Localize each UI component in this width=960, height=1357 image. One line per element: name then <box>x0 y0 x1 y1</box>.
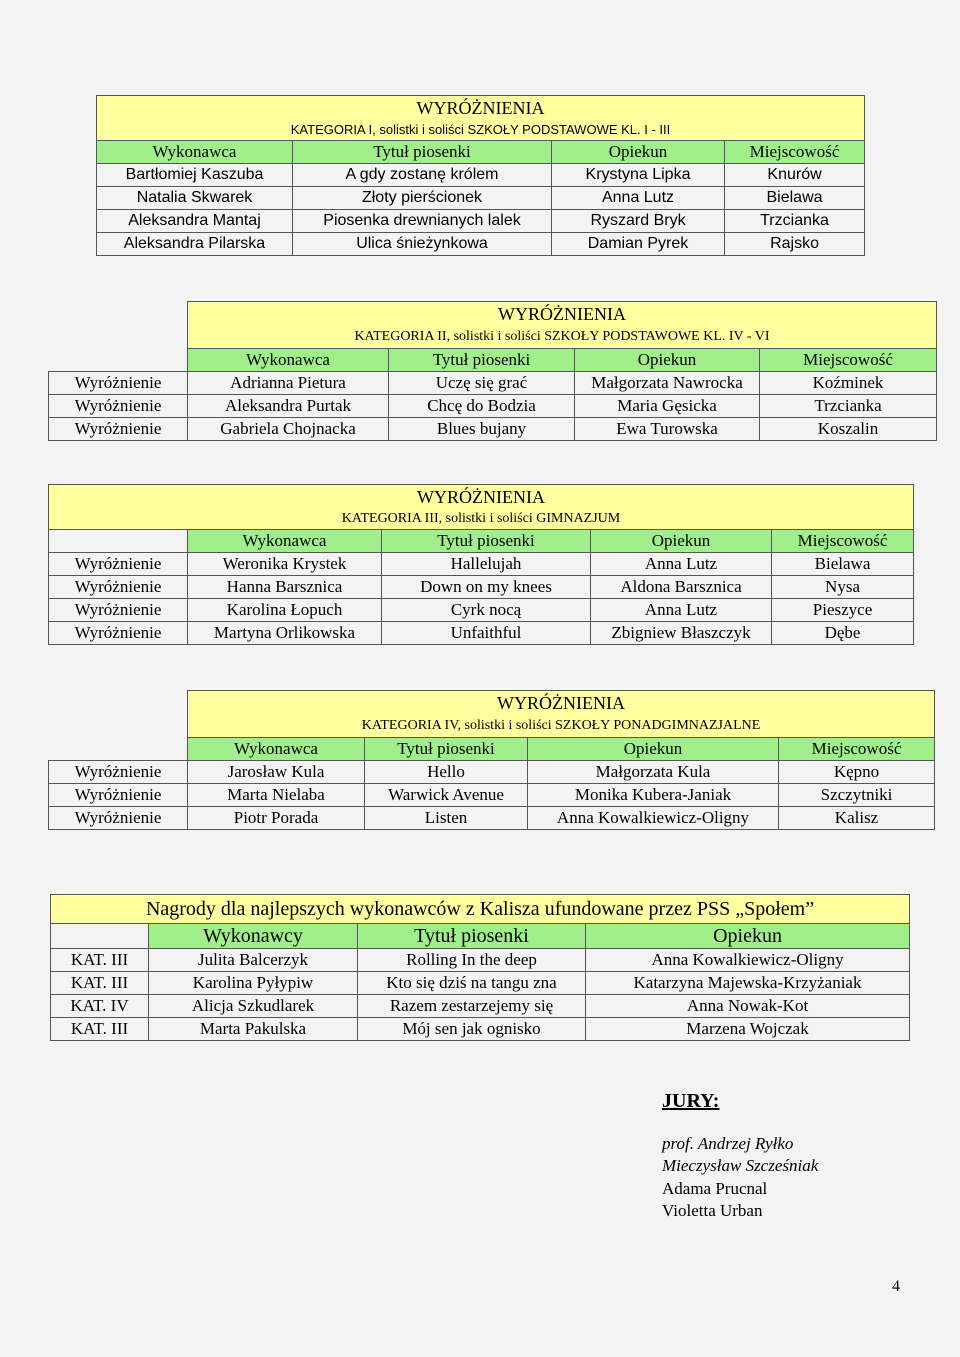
table-cell: Rolling In the deep <box>358 949 586 972</box>
header-cell: Wykonawca <box>188 737 365 760</box>
table-cell: Warwick Avenue <box>365 783 528 806</box>
category-label: KATEGORIA II, solistki i soliści SZKOŁY PODSTAWOWE KL. IV - VI <box>188 326 937 348</box>
table-row <box>49 553 914 576</box>
jury-member: prof. Andrzej Ryłko <box>662 1133 794 1153</box>
table-cell: Anna Lutz <box>552 187 725 210</box>
table-cell: Dębe <box>772 622 914 645</box>
table-cell: Kępno <box>779 760 935 783</box>
jury-title: JURY: <box>662 1090 720 1112</box>
table-row <box>49 417 937 440</box>
table-cell: Krystyna Lipka <box>552 164 725 187</box>
table-cell: Unfaithful <box>382 622 591 645</box>
table-row <box>49 760 935 783</box>
table-cell: Anna Kowalkiewicz-Oligny <box>586 949 910 972</box>
header-cell: Opiekun <box>575 348 760 371</box>
table-row <box>49 806 935 829</box>
table-cell: Koźminek <box>760 371 937 394</box>
table-cell: Blues bujany <box>389 417 575 440</box>
table-cell: Koszalin <box>760 417 937 440</box>
table-cell: Trzcianka <box>725 210 865 233</box>
table-cell: Jarosław Kula <box>188 760 365 783</box>
table-row <box>51 949 910 972</box>
table-row <box>51 1018 910 1041</box>
header-cell: Wykonawca <box>97 141 293 164</box>
table-cell: Hello <box>365 760 528 783</box>
header-cell: Tytuł piosenki <box>365 737 528 760</box>
page-number: 4 <box>892 1278 900 1295</box>
header-cell: Miejscowość <box>725 141 865 164</box>
table-cell: Marta Nielaba <box>188 783 365 806</box>
table-cell: Wyróżnienie <box>49 783 188 806</box>
table-cell: Aldona Barsznica <box>591 576 772 599</box>
table-row <box>49 599 914 622</box>
table-cell: Ryszard Bryk <box>552 210 725 233</box>
table-cell: Wyróżnienie <box>49 417 188 440</box>
header-cell: Tytuł piosenki <box>382 530 591 553</box>
table-cell: Kto się dziś na tangu zna <box>358 972 586 995</box>
table-cell: Piotr Porada <box>188 806 365 829</box>
table-cell: Trzcianka <box>760 394 937 417</box>
table-cell: Monika Kubera-Janiak <box>528 783 779 806</box>
table-cell: Ulica śnieżynkowa <box>293 233 552 256</box>
header-cell: Wykonawca <box>188 530 382 553</box>
table-cell: Anna Lutz <box>591 599 772 622</box>
header-cell: Tytuł piosenki <box>389 348 575 371</box>
table-cell: Cyrk nocą <box>382 599 591 622</box>
table-cell: Anna Nowak-Kot <box>586 995 910 1018</box>
table-cell: Anna Lutz <box>591 553 772 576</box>
category-2-table <box>48 301 937 441</box>
table-row <box>49 783 935 806</box>
table-cell: Adrianna Pietura <box>188 371 389 394</box>
category-label: KATEGORIA IV, solistki i soliści SZKOŁY PONADGIMNAZJALNE <box>188 715 935 737</box>
header-cell: Wykonawcy <box>149 924 358 949</box>
table-row <box>97 233 865 256</box>
table-cell: Wyróżnienie <box>49 553 188 576</box>
table-cell: Chcę do Bodzia <box>389 394 575 417</box>
table-cell: Bartłomiej Kaszuba <box>97 164 293 187</box>
table-row <box>49 576 914 599</box>
table-cell: Wyróżnienie <box>49 622 188 645</box>
header-cell: Opiekun <box>586 924 910 949</box>
header-cell: Wykonawca <box>188 348 389 371</box>
table-cell: Małgorzata Nawrocka <box>575 371 760 394</box>
jury-member: Mieczysław Szcześniak <box>662 1156 819 1175</box>
table-cell: Martyna Orlikowska <box>188 622 382 645</box>
awards-table <box>50 894 910 1041</box>
table-cell: Katarzyna Majewska-Krzyżaniak <box>586 972 910 995</box>
table-cell: Hallelujah <box>382 553 591 576</box>
table-cell: Anna Kowalkiewicz-Oligny <box>528 806 779 829</box>
table-cell: KAT. III <box>51 972 149 995</box>
header-cell: Miejscowość <box>779 737 935 760</box>
table-cell: Marta Pakulska <box>149 1018 358 1041</box>
header-cell: Miejscowość <box>760 348 937 371</box>
table-cell: Nysa <box>772 576 914 599</box>
table-cell: Wyróżnienie <box>49 599 188 622</box>
table-cell: Alicja Szkudlarek <box>149 995 358 1018</box>
table-cell: Hanna Barsznica <box>188 576 382 599</box>
table-cell: Wyróżnienie <box>49 806 188 829</box>
table-cell: Mój sen jak ognisko <box>358 1018 586 1041</box>
table-cell: Kalisz <box>779 806 935 829</box>
table-row <box>49 371 937 394</box>
table-cell: Rajsko <box>725 233 865 256</box>
table-row <box>51 995 910 1018</box>
table-cell: KAT. III <box>51 949 149 972</box>
table-cell: Marzena Wojczak <box>586 1018 910 1041</box>
table-row <box>97 210 865 233</box>
jury-section <box>662 1090 818 1223</box>
table-cell: Karolina Łopuch <box>188 599 382 622</box>
category-label: KATEGORIA I, solistki i soliści SZKOŁY PODSTAWOWE KL. I - III <box>97 120 865 141</box>
table-cell: KAT. III <box>51 1018 149 1041</box>
table-cell: Aleksandra Pilarska <box>97 233 293 256</box>
table-cell: Piosenka drewnianych lalek <box>293 210 552 233</box>
table-title: WYRÓŻNIENIA <box>188 691 935 716</box>
table-cell: Aleksandra Mantaj <box>97 210 293 233</box>
table-cell: Złoty pierścionek <box>293 187 552 210</box>
table-cell: Listen <box>365 806 528 829</box>
table-cell: Maria Gęsicka <box>575 394 760 417</box>
table-row <box>49 394 937 417</box>
table-cell: Knurów <box>725 164 865 187</box>
table-cell: Małgorzata Kula <box>528 760 779 783</box>
table-cell: KAT. IV <box>51 995 149 1018</box>
table-title: WYRÓŻNIENIA <box>49 485 914 510</box>
header-cell: Opiekun <box>552 141 725 164</box>
jury-member: Adama Prucnal <box>662 1178 768 1198</box>
header-cell: Tytuł piosenki <box>358 924 586 949</box>
table-cell: Wyróżnienie <box>49 576 188 599</box>
jury-member: Violetta Urban <box>662 1201 763 1220</box>
table-title: WYRÓŻNIENIA <box>188 302 937 327</box>
table-cell: Pieszyce <box>772 599 914 622</box>
table-title: Nagrody dla najlepszych wykonawców z Kalisza ufundowane przez PSS „Społem” <box>51 895 910 924</box>
table-row <box>97 187 865 210</box>
table-cell: Szczytniki <box>779 783 935 806</box>
table-cell: Julita Balcerzyk <box>149 949 358 972</box>
category-3-table <box>48 484 914 645</box>
table-cell: Wyróżnienie <box>49 394 188 417</box>
table-cell: Uczę się grać <box>389 371 575 394</box>
table-cell: Wyróżnienie <box>49 760 188 783</box>
category-4-table <box>48 690 935 830</box>
table-cell: A gdy zostanę królem <box>293 164 552 187</box>
table-cell: Bielawa <box>772 553 914 576</box>
table-cell: Gabriela Chojnacka <box>188 417 389 440</box>
table-cell: Ewa Turowska <box>575 417 760 440</box>
header-cell: Miejscowość <box>772 530 914 553</box>
table-cell: Damian Pyrek <box>552 233 725 256</box>
table-cell: Karolina Pyłypiw <box>149 972 358 995</box>
category-label: KATEGORIA III, solistki i soliści GIMNAZJUM <box>49 509 914 530</box>
table-row <box>97 164 865 187</box>
table-cell: Zbigniew Błaszczyk <box>591 622 772 645</box>
table-cell: Bielawa <box>725 187 865 210</box>
table-cell: Natalia Skwarek <box>97 187 293 210</box>
table-cell: Aleksandra Purtak <box>188 394 389 417</box>
header-cell: Opiekun <box>528 737 779 760</box>
table-row <box>51 972 910 995</box>
table-cell: Razem zestarzejemy się <box>358 995 586 1018</box>
table-title: WYRÓŻNIENIA <box>97 96 865 121</box>
table-cell: Down on my knees <box>382 576 591 599</box>
table-row <box>49 622 914 645</box>
table-cell: Weronika Krystek <box>188 553 382 576</box>
category-1-table <box>96 95 865 256</box>
header-cell: Tytuł piosenki <box>293 141 552 164</box>
table-cell: Wyróżnienie <box>49 371 188 394</box>
header-cell: Opiekun <box>591 530 772 553</box>
